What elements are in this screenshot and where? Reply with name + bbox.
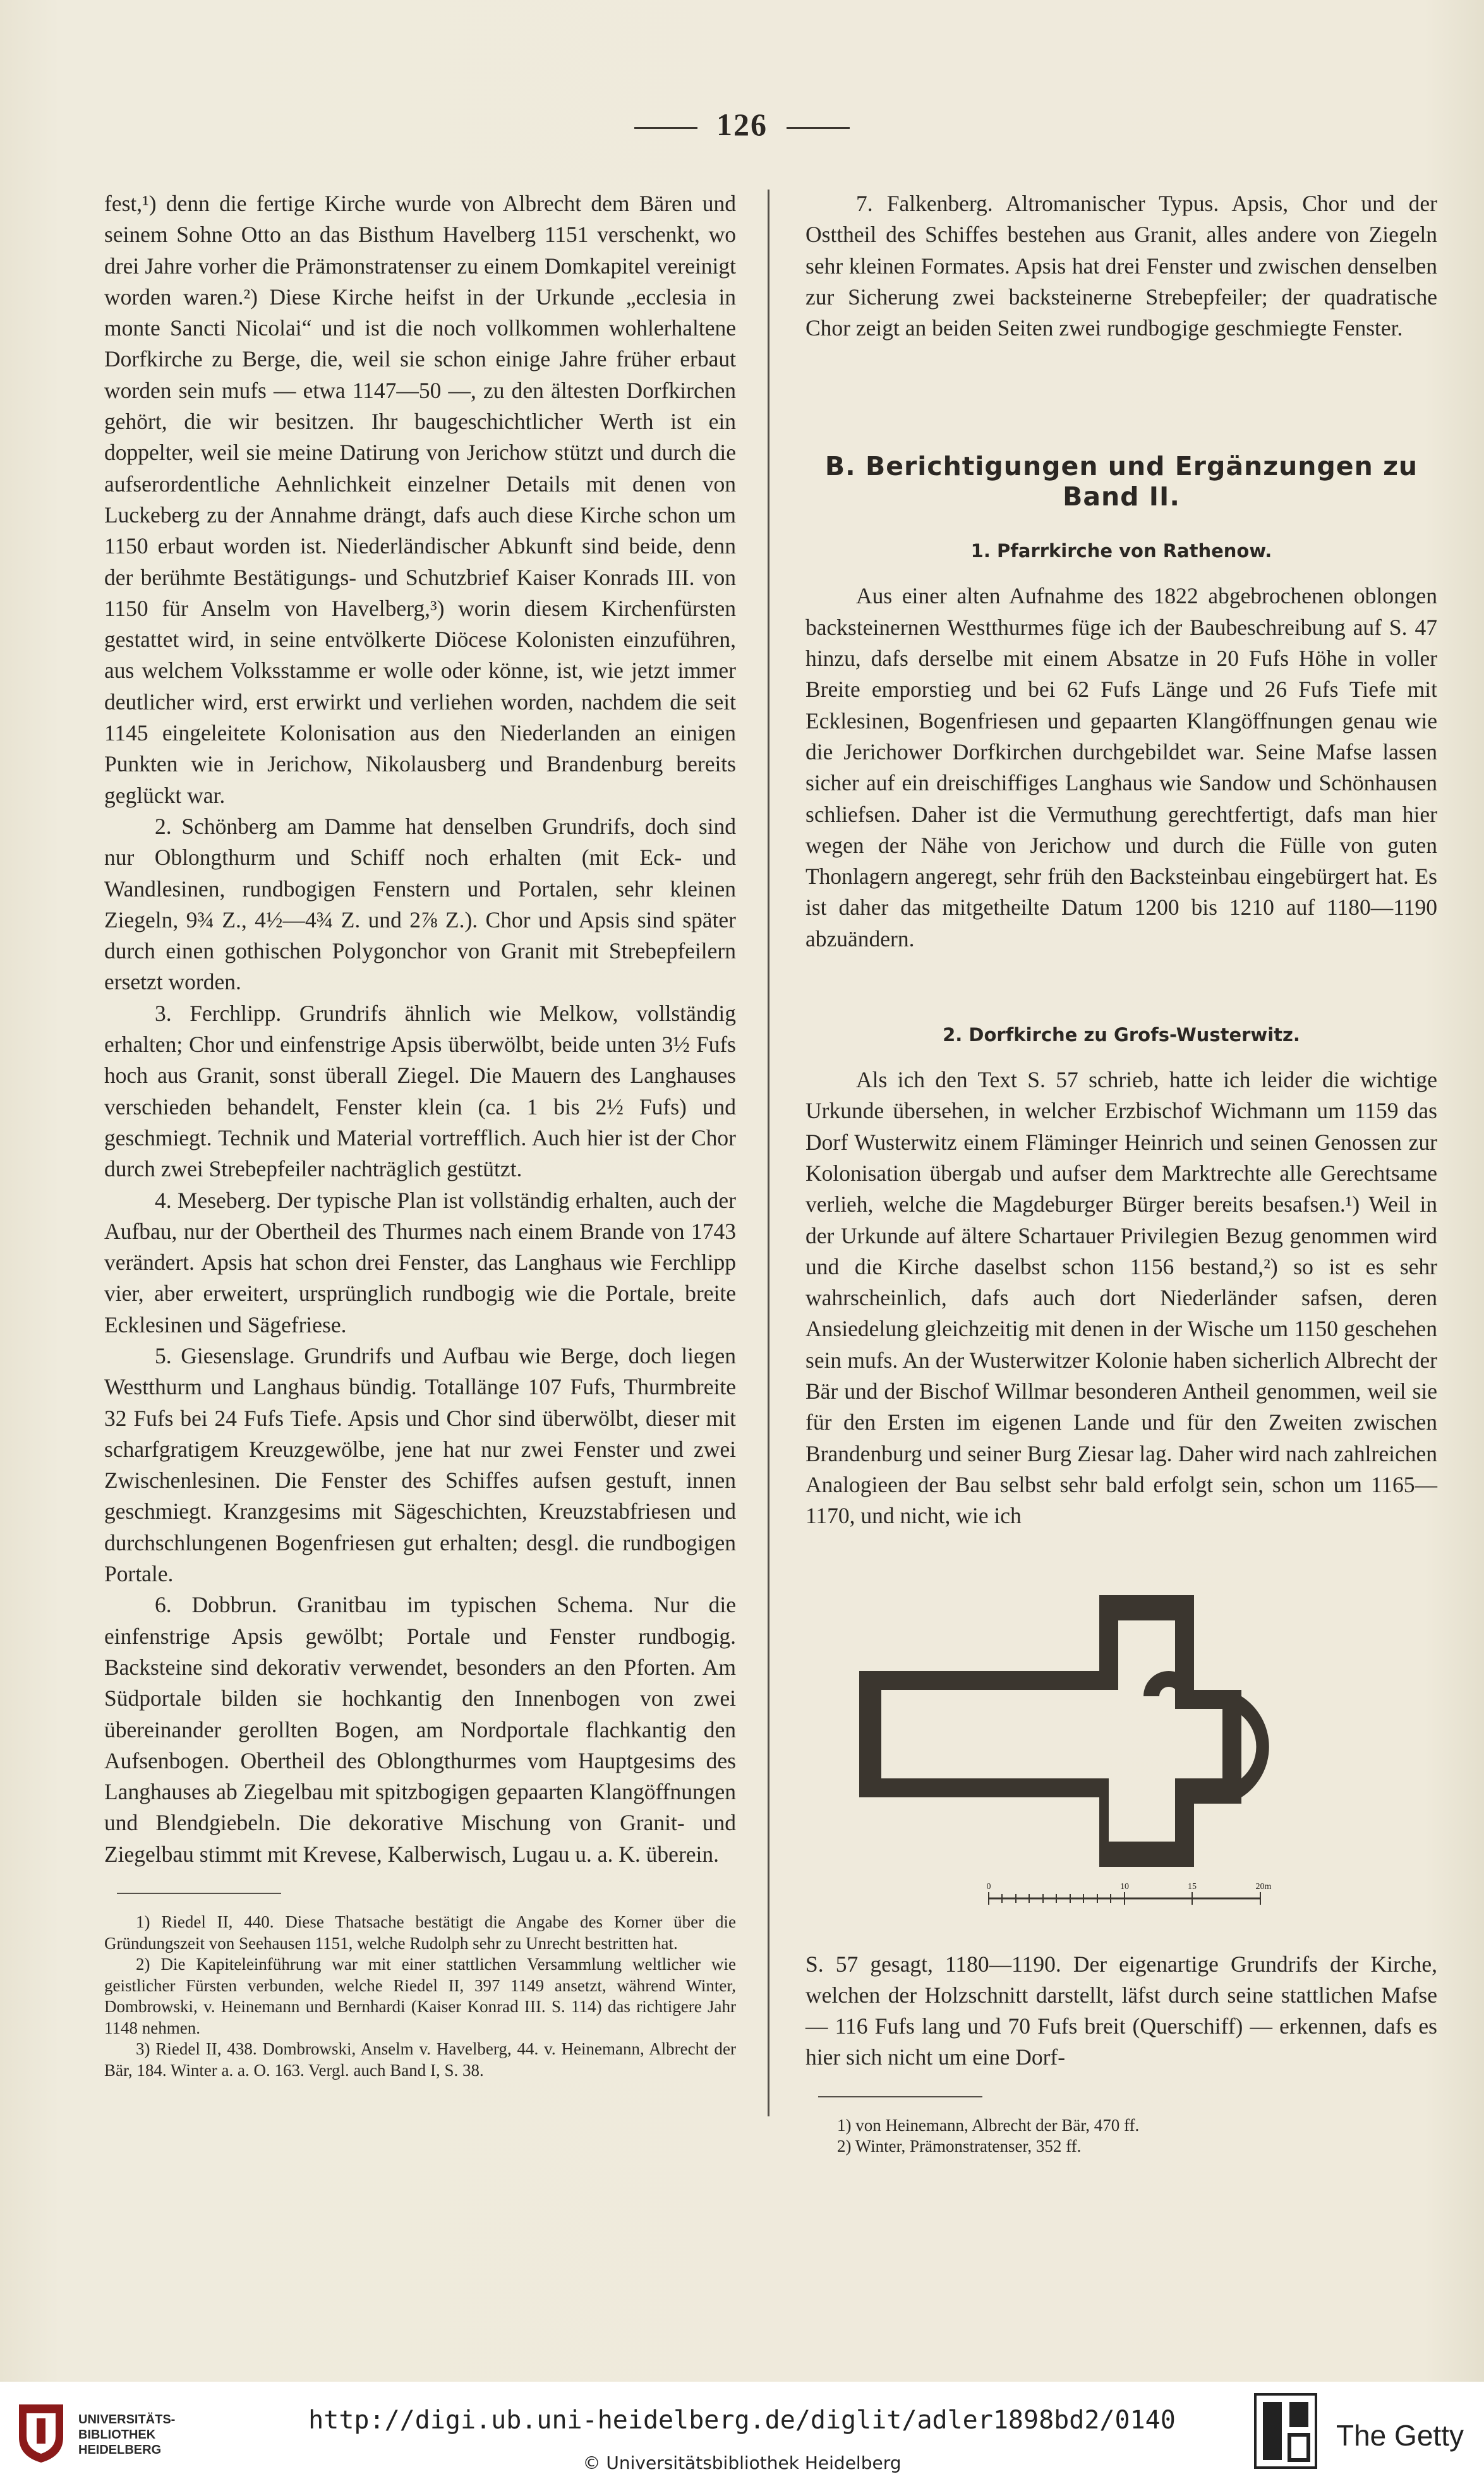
page-number-rule-right [787,127,850,129]
footnote-rule-right [818,2096,982,2097]
floor-plan-drawing [805,1570,1437,1924]
left-paragraph-4: 4. Meseberg. Der typische Plan ist vollständig erhalten, auch der Aufbau, nur der Obertheil des Thurmes nach einem Brande von 1743 verändert. Apsis hat schon drei Fenster, das Langhaus wie Ferchlipp vier, aber erweitert, ursprünglich rundbogig wie die Portale, breite Ecklesinen und Sägefriese. [104,1187,736,1337]
section-title: B. Berichtigungen und Ergänzungen zu Band II. [824,451,1418,512]
left-footnote-2: 2) Die Kapiteleinführung war mit einer stattlichen Versammlung weltlicher wie geistlicher Fürsten verbunden, welche Riedel II, 397 1149 ansetzt, während Winter, Dombrowski, v. Heinemann und Bernhardi (Kaiser Konrad III. S. 114) das richtigere Jahr 1148 nehmen. [104,1955,736,2037]
left-paragraph-3: 3. Ferchlipp. Grundrifs ähnlich wie Melkow, vollständig erhalten; Chor und einfenstrige Apsis überwölbt, beide unten 3½ Fufs hoch aus Granit, sonst überall Ziegel. Die Mauern des Langhauses verschieden behandelt, Fenster klein (ca. 1 bis 2½ Fufs) und geschmiegt. Technik und Material vortrefflich. Auch hier ist der Chor durch zwei Strebepfeiler nachträglich gestützt. [104,1000,736,1182]
left-paragraph-5: 5. Giesenslage. Grundrifs und Aufbau wie Berge, doch liegen Westthurm und Langhaus bündig. Totallänge 107 Fufs, Thurmbreite 32 Fufs bei 24 Fufs Tiefe. Apsis und Chor sind überwölbt, dieser mit scharfgratigem Kreuzgewölbe, jene hat nur zwei Fenster und zwei Zwischenlesinen. Die Fenster des Schiffes aufsen gestuft, innen geschmiegt. Kranzgesims mit Sägeschichten, Kreuzstabfriesen und durchschlungenen Bogenfriesen gut erhalten; desgl. die rundbogigen Portale. [104,1342,736,1587]
subsection-title-2: 2. Dorfkirche zu Grofs-Wusterwitz. [943,1024,1300,1046]
page-number-rule-left [634,127,697,129]
left-paragraph-2: 2. Schönberg am Damme hat denselben Grundrifs, doch sind nur Oblongthurm und Schiff noch erhalten (mit Eck- und Wandlesinen, rundbogigen Fenstern und Portalen, sehr kleinen Ziegeln, 9¾ Z., 4½—4¾ Z. und 2⅞ Z.). Chor und Apsis sind später durch einen gothischen Polygonchor von Granit mit Strebepfeilern ersetzt worden. [104,813,736,995]
left-footnote-1: 1) Riedel II, 440. Diese Thatsache bestätigt die Angabe des Korner über die Gründungszeit von Seehausen 1151, welche Rudolph sehr zu Unrecht bestritten hat. [104,1912,736,1953]
left-footnote-3: 3) Riedel II, 438. Dombrowski, Anselm v. Havelberg, 44. v. Heinemann, Albrecht der Bär, 184. Winter a. a. O. 163. Vergl. auch Band I, S. 38. [104,2039,736,2080]
subsection-2-text: Als ich den Text S. 57 schrieb, hatte ich leider die wichtige Urkunde übersehen, in welcher Erzbischof Wichmann um 1159 das Dorf Wusterwitz einem Fläminger Heinrich und seinen Genossen zur Kolonisation übergab und aufser dem Marktrechte alle Gerechtsame verlieh, welche die Magdeburger Bürger bereits besafsen.¹) Weil in der Urkunde auf ältere Schartauer Privilegien Bezug genommen wird und die Kirche daselbst schon 1156 bestand,²) so ist es sehr wahrscheinlich, dafs auch dort Niederländer safsen, deren Ansiedelung gleichzeitig mit denen in der Wische um 1150 geschehen sein mufs. An der Wusterwitzer Kolonie haben sicherlich Albrecht der Bär und der Bischof Willmar besonderen Antheil genommen, weil sie für den Ersten im eigenen Lande und für den Zweiten zwischen Brandenburg und seiner Burg Ziesar lag. Daher wird nach zahlreichen Analogieen der Bau selbst sehr bald erfolgt sein, schon um 1165—1170, und nicht, wie ich [805,1067,1437,1529]
scale-label-15: 15 [1188,1881,1197,1891]
page-number-text: 126 [716,107,768,142]
library-name-line-3: HEIDELBERG [78,2443,162,2457]
footer-bar [0,2382,1484,2491]
permalink-url[interactable]: http://digi.ub.uni-heidelberg.de/diglit/adler1898bd2/0140 [308,2406,1176,2435]
left-column [104,188,736,2081]
left-paragraph-6: 6. Dobbrun. Granitbau im typischen Schema. Nur die einfenstrige Apsis gewölbt; Portale und Fenster rundbogig. Backsteine sind dekorativ verwendet, besonders an den Pforten. Am Südportale bilden sie hochkantig den Innenbogen von zwei übereinander gerollten Bogen, am Nordportale flachkantig den Aufsenbogen. Obertheil des Oblongthurmes vom Hauptgesims des Langhauses ab Ziegelbau mit spitzbogigen gepaarten Klangöffnungen und Blendgiebeln. Die dekorative Mischung von Granit- und Ziegelbau stimmt mit Krevese, Kalberwisch, Lugau u. a. K. überein. [104,1592,736,1867]
right-footnote-2: 2) Winter, Prämonstratenser, 352 ff. [837,2137,1082,2156]
footnote-rule-left [117,1893,281,1894]
scale-label-0: 0 [986,1881,991,1891]
right-paragraph-falkenberg: 7. Falkenberg. Altromanischer Typus. Apsis, Chor und der Osttheil des Schiffes bestehen aus Granit, alles andere von Ziegeln sehr kleinen Formates. Apsis hat drei Fenster und zwischen denselben zur Sicherung zwei backsteinerne Strebepfeiler; der quadratische Chor zeigt an beiden Seiten zwei rundbogige geschmiegte Fenster. [805,191,1437,341]
left-footnotes [104,1912,736,2081]
copyright-notice: © Universitätsbibliothek Heidelberg [582,2452,902,2473]
right-footnotes [805,2115,1437,2157]
library-name-line-2: BIBLIOTHEK [78,2428,156,2442]
right-column [805,188,1437,2157]
subsection-title-1: 1. Pfarrkirche von Rathenow. [970,540,1272,562]
church-floor-plan [805,1570,1437,1924]
right-footnote-1: 1) von Heinemann, Albrecht der Bär, 470 ff. [837,2115,1140,2135]
getty-logo-icon[interactable] [1254,2393,1317,2469]
scale-label-20m: 20m [1255,1881,1272,1891]
right-paragraph-after-figure: S. 57 gesagt, 1180—1190. Der eigenartige Grundrifs der Kirche, welchen der Holzschnitt darstellt, läfst durch seine stattlichen Mafse — 116 Fufs lang und 70 Fufs breit (Querschiff) — erkennen, dafs es hier sich nicht um eine Dorf- [805,1951,1437,2070]
left-paragraph-1: fest,¹) denn die fertige Kirche wurde von Albrecht dem Bären und seinem Sohne Otto an das Bisthum Havelberg 1151 verschenkt, wo drei Jahre vorher die Prämonstratenser zu einem Domkapitel vereinigt worden waren.²) Diese Kirche heifst in der Urkunde „ecclesia in monte Sancti Nicolai“ und ist die noch vollkommen wohlerhaltene Dorfkirche zu Berge, die, weil sie schon einige Jahre früher erbaut worden sein mufs — etwa 1147—50 —, zu den ältesten Dorfkirchen gehört, die wir besitzen. Ihr baugeschichtlicher Werth ist ein doppelter, weil sie meine Datirung von Jerichow stützt und durch die aufserordentliche Aehnlichkeit einzelner Details mit denen von Luckeberg zu der Annahme drängt, dafs auch diese Kirche schon um 1150 erbaut worden ist. Niederländischer Abkunft sind beide, denn der berühmte Bestätigungs- und Schutzbrief Kaiser Konrads III. von 1150 für Anselm von Havelberg,³) worin diesem Kirchenfürsten gestattet wird, in seine entvölkerte Diöcese Kolonisten einzuführen, aus welchem Volksstamme er wolle oder könne, ist, wie jetzt immer deutlicher wird, erst erwirkt und verliehen worden, nachdem die seit 1145 eingeleitete Kolonisation aus den Niederlanden an einigen Punkten wie in Jerichow, Nikolausberg und Brandenburg bereits geglückt war. [104,191,736,808]
scale-bar [987,1882,1272,1905]
page-number [0,106,1484,143]
library-name-line-1: UNIVERSITÄTS- [78,2413,176,2427]
subsection-1-text: Aus einer alten Aufnahme des 1822 abgebrochenen oblongen backsteinernen Westthurmes füge ich der Baubeschreibung auf S. 47 hinzu, dafs derselbe mit einem Absatze in 20 Fufs Höhe in voller Breite emporstieg und bei 62 Fufs Länge und 26 Fufs Tiefe mit Ecklesinen, Bogenfriesen und gepaarten Klangöffnungen genau wie die Jerichower Dorfkirchen durchgebildet war. Seine Mafse lassen sicher auf ein dreischiffiges Langhaus wie Sandow und Schönhausen schliefsen. Daher ist die Vermuthung gerechtfertigt, dafs man hier wegen der Nähe von Jerichow und durch die Fülle von guten Thonlagern angeregt, sehr früh den Backsteinbau eingebürgert hat. Es ist daher das mitgetheilte Datum 1200 bis 1210 auf 1180—1190 abzuändern. [805,583,1437,951]
column-divider [768,190,769,2116]
getty-name[interactable]: The Getty [1336,2419,1464,2452]
scale-label-10: 10 [1120,1881,1129,1891]
